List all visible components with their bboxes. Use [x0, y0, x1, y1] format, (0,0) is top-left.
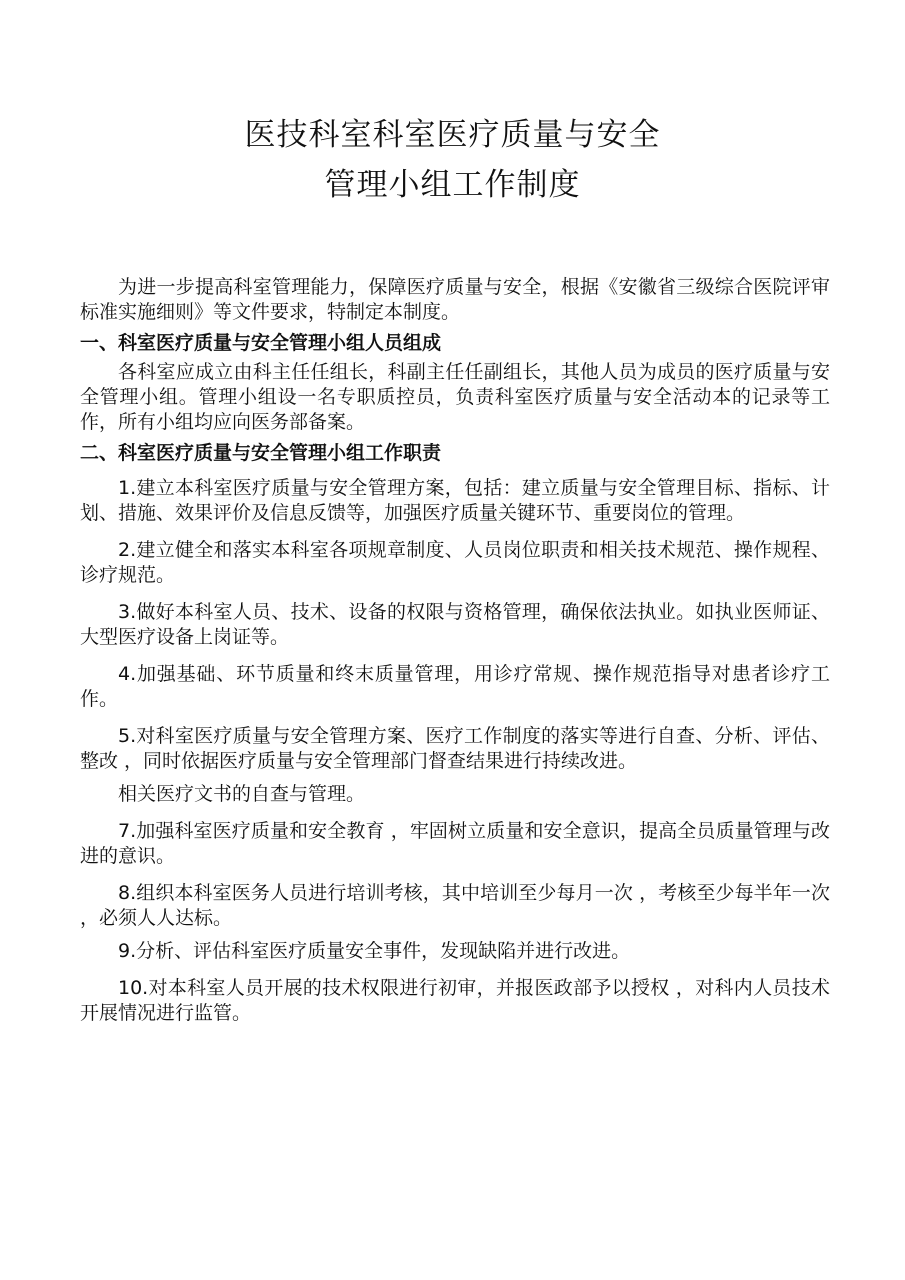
intro-paragraph: 为进一步提高科室管理能力，保障医疗质量与安全，根据《安徽省三级综合医院评审标准实施细则》等文件要求，特制定本制度。	[80, 276, 830, 323]
section-1-paragraph: 各科室应成立由科主任任组长，科副主任任副组长，其他人员为成员的医疗质量与安全管理小组。管理小组设一名专职质控员，负责科室医疗质量与安全活动本的记录等工作，所有小组均应向医务部备案。	[80, 361, 830, 433]
duty-item-1: 1.建立本科室医疗质量与安全管理方案，包括：建立质量与安全管理目标、指标、计划、措施、效果评价及信息反馈等，加强医疗质量关键环节、重要岗位的管理。	[80, 477, 830, 524]
title-line-1: 医技科室科室医疗质量与安全	[244, 117, 661, 153]
section-2-heading: 二、科室医疗质量与安全管理小组工作职责	[80, 442, 442, 464]
duty-item-7: 7.加强科室医疗质量和安全教育 ，牢固树立质量和安全意识，提高全员质量管理与改进的意识。	[80, 820, 830, 867]
duty-item-2: 2.建立健全和落实本科室各项规章制度、人员岗位职责和相关技术规范、操作规程、诊疗规范。	[80, 539, 830, 586]
duty-item-5: 5.对科室医疗质量与安全管理方案、医疗工作制度的落实等进行自查、分析、评估、整改 ，同时依据医疗质量与安全管理部门督查结果进行持续改进。	[80, 725, 830, 772]
section-1-heading: 一、科室医疗质量与安全管理小组人员组成	[80, 332, 442, 354]
duty-item-10: 10.对本科室人员开展的技术权限进行初审，并报医政部予以授权 ，对科内人员技术开展情况进行监管。	[80, 977, 830, 1024]
duty-item-9: 9.分析、评估科室医疗质量安全事件，发现缺陷并进行改进。	[118, 940, 631, 962]
document-title	[0, 110, 905, 210]
duty-item-6: 相关医疗文书的自查与管理。	[118, 783, 366, 805]
duty-item-3: 3.做好本科室人员、技术、设备的权限与资格管理，确保依法执业。如执业医师证、大型医疗设备上岗证等。	[80, 601, 830, 648]
title-line-2: 管理小组工作制度	[324, 167, 581, 203]
duty-item-4: 4.加强基础、环节质量和终末质量管理，用诊疗常规、操作规范指导对患者诊疗工作。	[80, 663, 830, 710]
document-body	[80, 275, 830, 1026]
duty-item-8: 8.组织本科室医务人员进行培训考核，其中培训至少每月一次 ，考核至少每半年一次 ，必须人人达标。	[80, 882, 830, 929]
